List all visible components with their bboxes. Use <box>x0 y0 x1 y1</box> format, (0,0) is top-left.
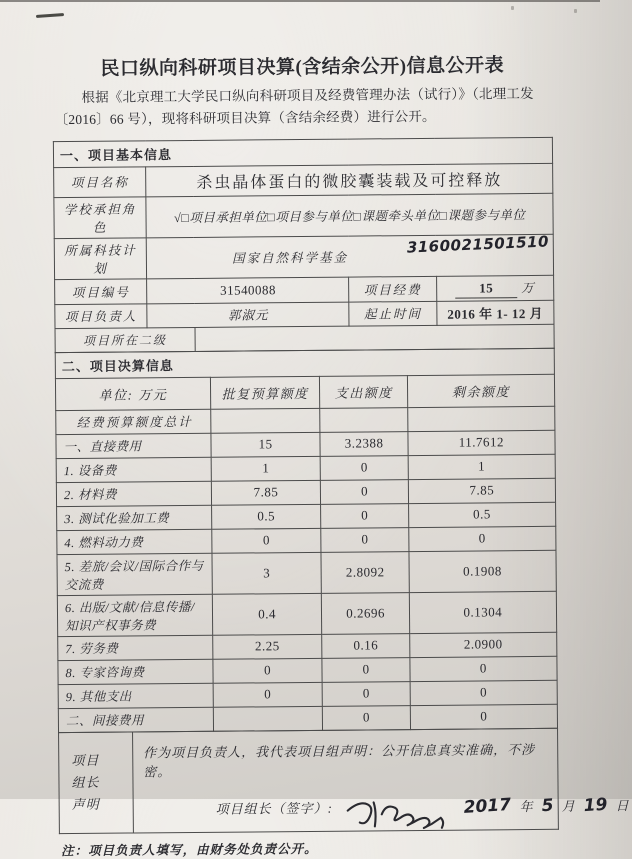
col-spent: 支出额度 <box>320 375 408 408</box>
pi-label: 项目负责人 <box>55 304 148 329</box>
table-row: 一、直接费用 15 3.2388 11.7612 <box>56 430 555 458</box>
project-name-value: 杀虫晶体蛋白的微胶囊装载及可控释放 <box>146 163 553 197</box>
table-row: 8. 专家咨询费 0 0 0 <box>58 656 557 684</box>
footnote: 注：项目负责人填写，由财务处负责公开。 <box>61 841 318 858</box>
declaration-label <box>59 732 134 834</box>
form-page <box>52 38 630 859</box>
project-number-label: 项目编号 <box>55 279 148 305</box>
declaration-label-line: 项目 <box>71 752 100 768</box>
funds-value-cell <box>436 275 554 301</box>
table-row: 4. 燃料动力费 0 0 0 <box>57 526 556 554</box>
section1-header: 一、项目基本信息 <box>53 137 552 167</box>
table-row: 经费预算额度总计 <box>56 406 555 434</box>
declaration-row <box>59 728 559 833</box>
day-char: 日 <box>615 797 630 813</box>
handwritten-day: 19 <box>583 794 609 816</box>
col-budget: 批复预算额度 <box>210 376 320 409</box>
role-row <box>54 193 553 238</box>
intro-paragraph: 根据《北京理工大学民口纵向科研项目及经费管理办法（试行）》（北理工发〔2016〕66 号），现将科研项目决算（含结余经费）进行公开。 <box>54 85 534 128</box>
photo-edge-shadow <box>0 0 600 2</box>
col-unit: 单位: 万元 <box>55 377 210 410</box>
section2-header: 二、项目决算信息 <box>55 348 554 378</box>
declaration-statement: 作为项目负责人，我代表项目组声明：公开信息真实准确，不涉密。 <box>143 741 536 780</box>
column-header-row <box>55 374 554 410</box>
table-row: 二、间接费用 0 0 <box>58 704 557 732</box>
year-char: 年 <box>519 798 534 814</box>
sign-label: 项目组长（签字）: <box>215 800 333 817</box>
signature-row <box>215 794 630 824</box>
table-row: 9. 其他支出 0 0 0 <box>58 680 557 708</box>
form-title: 民口纵向科研项目决算(含结余公开)信息公开表 <box>100 55 505 80</box>
program-row <box>54 234 553 279</box>
program-label: 所属科技计划 <box>54 238 147 280</box>
handwritten-month: 5 <box>541 795 555 816</box>
table-row: 3. 测试化验加工费 0.5 0 0.5 <box>57 502 556 530</box>
handwritten-year: 2017 <box>463 794 513 818</box>
project-name-row <box>54 163 553 197</box>
handwritten-program-number: 3160021501510 <box>406 232 550 257</box>
declaration-body <box>132 728 630 833</box>
project-name-label: 项目名称 <box>54 167 147 198</box>
role-label: 学校承担角色 <box>54 197 147 239</box>
final-accounts-table <box>55 348 558 733</box>
funds-unit: 万 <box>521 280 535 295</box>
declaration-label-line: 声明 <box>71 796 100 812</box>
basic-info-table <box>53 137 555 353</box>
program-value-cell <box>147 234 554 279</box>
period-value: 2016 年 1- 12 月 <box>436 300 554 325</box>
month-char: 月 <box>561 798 576 814</box>
declaration-table <box>58 728 630 834</box>
table-row: 5. 差旅/会议/国际合作与交流费 3 2.8092 0.1908 <box>57 550 556 595</box>
declaration-label-line: 组长 <box>71 774 100 790</box>
paper-speck <box>511 6 514 10</box>
project-number-value: 31540088 <box>147 277 349 304</box>
col-remain: 剩余额度 <box>407 374 555 407</box>
table-row: 2. 材料费 7.85 0 7.85 <box>56 478 555 506</box>
program-value: 国家自然科学基金 <box>231 250 349 266</box>
table-row: 6. 出版/文献/信息传播/知识产权事务费 0.4 0.2696 0.1304 <box>57 591 556 636</box>
period-label: 起止时间 <box>349 301 437 326</box>
role-checkbox-options: √□项目承担单位□项目参与单位□课题牵头单位□课题参与单位 <box>146 193 553 238</box>
dept-label: 项目所在二级 <box>55 327 195 352</box>
signature-handwriting <box>344 795 448 836</box>
pen-mark <box>36 13 64 18</box>
funds-value: 15 <box>455 280 517 299</box>
pi-name: 郭淑元 <box>147 302 349 328</box>
table-row: 1. 设备费 1 0 1 <box>56 454 555 482</box>
funds-label: 项目经费 <box>349 276 437 302</box>
table-row: 7. 劳务费 2.25 0.16 2.0900 <box>58 632 557 660</box>
paper-speck <box>574 9 577 13</box>
